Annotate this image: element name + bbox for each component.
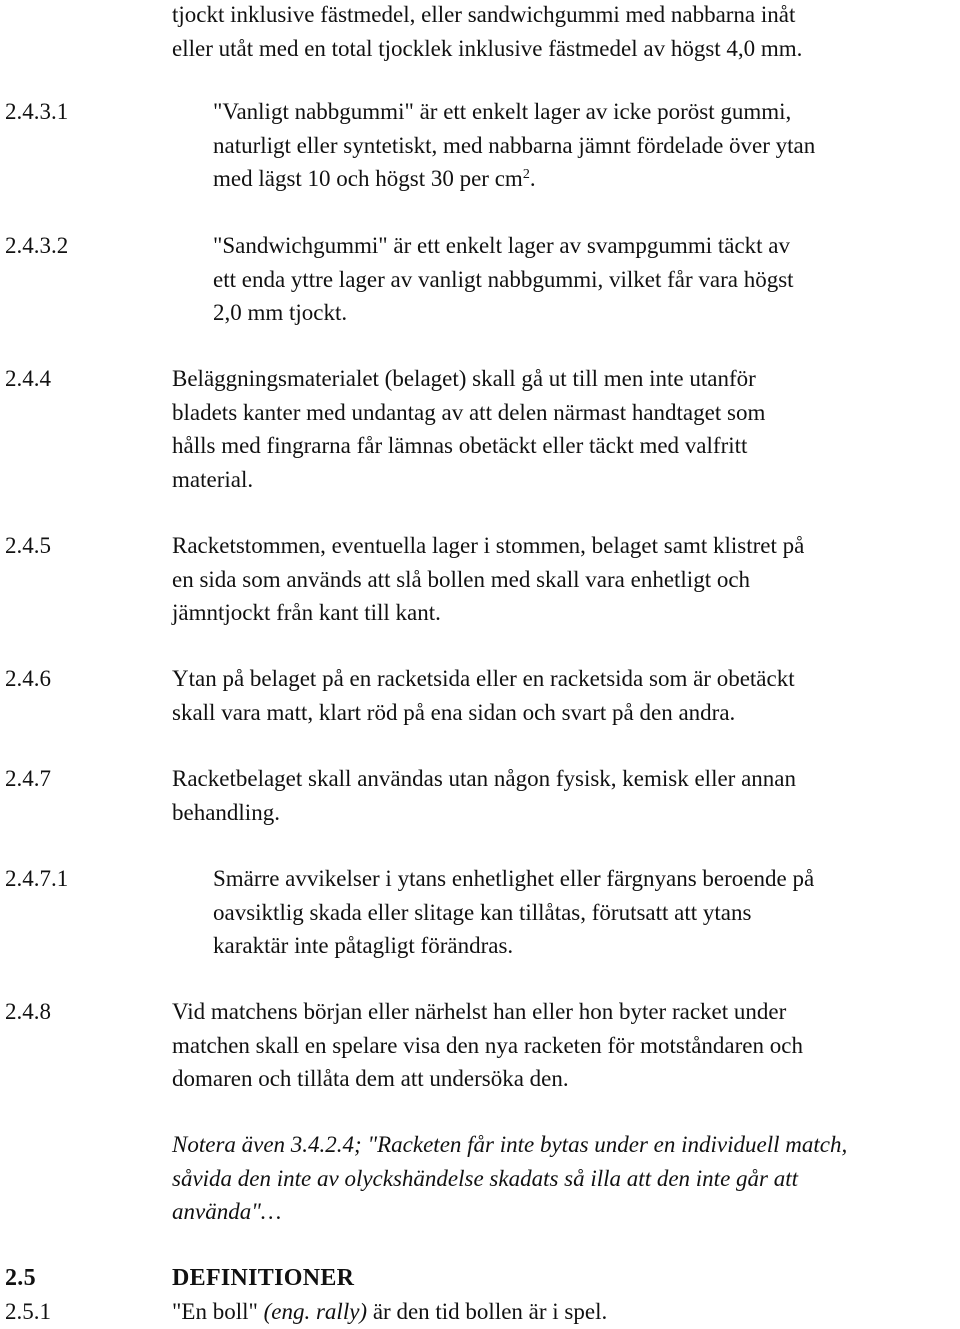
section-number: 2.4.7 xyxy=(5,766,51,791)
section-text: Beläggningsmaterialet (belaget) skall gå ut till men inte utanför bladets kanter med undantag av att delen närmast handtaget som hålls med fingrarna får lämnas obetäckt eller täckt med valfritt material. xyxy=(172,366,766,492)
section-number: 2.4.8 xyxy=(5,999,51,1024)
definition-text-italic: (eng. rally) xyxy=(263,1299,368,1324)
section-text-main: "Vanligt nabbgummi" är ett enkelt lager av icke poröst gummi, naturligt eller syntetiskt, med nabbarna jämnt fördelade över ytan med lägst 10 och högst 30 per cm xyxy=(213,99,816,191)
section-number: 2.4.3.2 xyxy=(5,233,69,258)
section-number: 2.4.3.1 xyxy=(5,99,69,124)
heading-number: 2.5 xyxy=(5,1265,36,1291)
section-text xyxy=(213,95,958,196)
section-text: Vid matchens början eller närhelst han eller hon byter racket under matchen skall en spelare visa den nya racketen för motståndaren och domaren och tillåta dem att undersöka den. xyxy=(172,999,803,1091)
note-text: Notera även 3.4.2.4; "Racketen får inte bytas under en individuell match, såvida den inte av olyckshändelse skadats så illa att den inte går att använda"… xyxy=(172,1132,848,1224)
heading-title: DEFINITIONER xyxy=(172,1265,355,1291)
section-number: 2.4.4 xyxy=(5,366,51,391)
definition-text-after: är den tid bollen är i spel. xyxy=(367,1299,608,1324)
superscript: 2 xyxy=(522,167,530,182)
section-text: "Sandwichgummi" är ett enkelt lager av svampgummi täckt av ett enda yttre lager av vanligt nabbgummi, vilket får vara högst 2,0 mm tjockt. xyxy=(213,233,794,325)
definition-text xyxy=(172,1295,957,1329)
section-text: Racketstommen, eventuella lager i stommen, belaget samt klistret på en sida som används att slå bollen med skall vara enhetligt och jämntjockt från kant till kant. xyxy=(172,533,805,625)
section-number: 2.4.6 xyxy=(5,666,51,691)
section-text-tail: . xyxy=(529,166,536,191)
section-text: Racketbelaget skall användas utan någon fysisk, kemisk eller annan behandling. xyxy=(172,766,796,825)
section-text: Ytan på belaget på en racketsida eller en racketsida som är obetäckt skall vara matt, klart röd på ena sidan och svart på den andra. xyxy=(172,666,795,725)
continuation-text: tjockt inklusive fästmedel, eller sandwichgummi med nabbarna inåt eller utåt med en total tjocklek inklusive fästmedel av högst 4,0 mm. xyxy=(172,2,803,61)
section-number: 2.4.5 xyxy=(5,533,51,558)
definition-text-before: "En boll" xyxy=(172,1299,264,1324)
section-number: 2.4.7.1 xyxy=(5,866,69,891)
section-text: Smärre avvikelser i ytans enhetlighet eller färgnyans beroende på oavsiktlig skada eller slitage kan tillåtas, förutsatt att ytans karaktär inte påtagligt förändras. xyxy=(213,866,815,958)
definition-number: 2.5.1 xyxy=(5,1299,51,1324)
